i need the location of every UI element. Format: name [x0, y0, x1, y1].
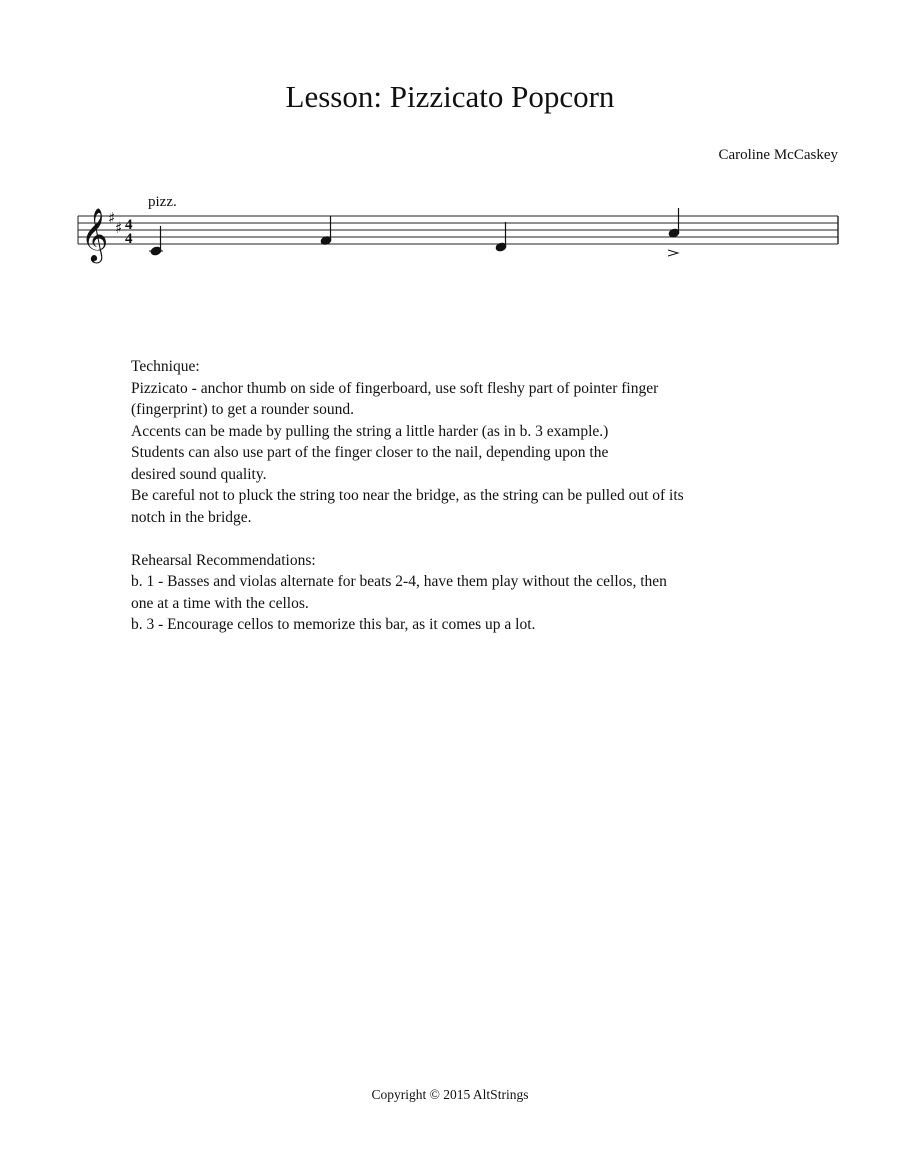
rehearsal-line: b. 1 - Basses and violas alternate for beats 2-4, have them play without the cellos, then	[131, 573, 667, 590]
rehearsal-line: one at a time with the cellos.	[131, 594, 309, 612]
staff-lines	[78, 216, 838, 244]
music-staff	[74, 186, 844, 266]
pizz-marking: pizz.	[148, 194, 177, 210]
sharp-c-icon: ♯	[115, 219, 123, 237]
lesson-notes	[131, 356, 831, 636]
page-title: Lesson: Pizzicato Popcorn	[285, 79, 615, 114]
section-spacer	[131, 528, 831, 550]
technique-line: desired sound quality.	[131, 465, 267, 483]
accent-mark-icon	[668, 250, 678, 256]
technique-line: Accents can be made by pulling the string a little harder (as in b. 3 example.)	[131, 422, 609, 440]
technique-line: Be careful not to pluck the string too near the bridge, as the string can be pulled out of its	[131, 487, 684, 504]
rehearsal-line: b. 3 - Encourage cellos to memorize this bar, as it comes up a lot.	[131, 616, 536, 633]
note-beat-2	[320, 216, 332, 246]
sharp-f-icon: ♯	[108, 209, 116, 227]
note-beat-1	[149, 226, 163, 256]
composer-name: Caroline McCaskey	[718, 147, 838, 163]
treble-clef-icon: 𝄞	[81, 207, 109, 261]
time-signature-top: 4	[125, 217, 133, 233]
technique-line: notch in the bridge.	[131, 508, 252, 526]
technique-heading: Technique:	[131, 358, 200, 375]
copyright-footer: Copyright © 2015 AltStrings	[371, 1087, 529, 1102]
time-signature-bottom: 4	[125, 231, 133, 247]
technique-line: (fingerprint) to get a rounder sound.	[131, 401, 354, 418]
technique-line: Students can also use part of the finger closer to the nail, depending upon the	[131, 444, 609, 461]
technique-line: Pizzicato - anchor thumb on side of fingerboard, use soft fleshy part of pointer finger	[131, 379, 659, 397]
rehearsal-heading: Rehearsal Recommendations:	[131, 551, 316, 569]
